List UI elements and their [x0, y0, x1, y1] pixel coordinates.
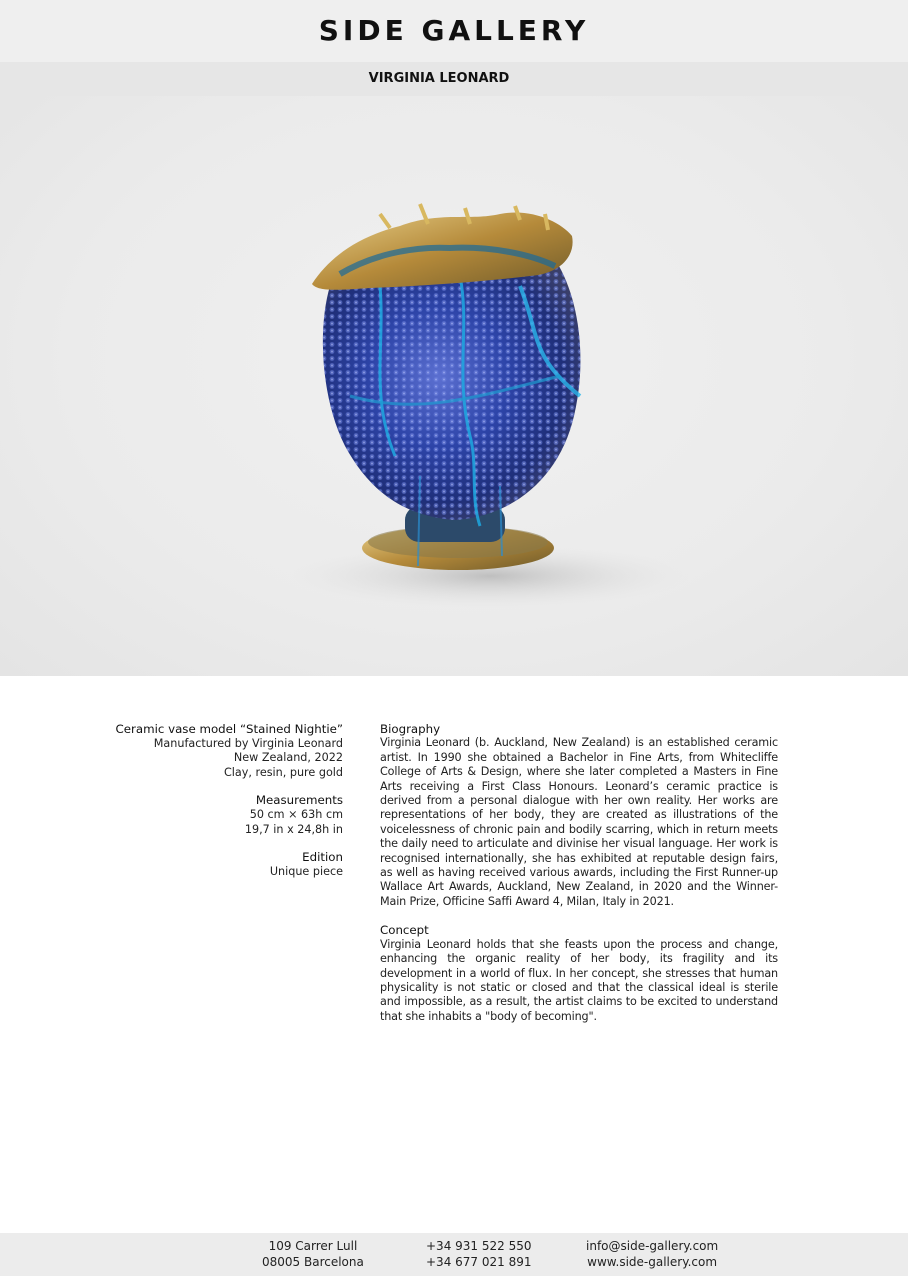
artwork-title: Ceramic vase model “Stained Nightie” — [115, 722, 343, 736]
phone-2[interactable]: +34 677 021 891 — [426, 1255, 532, 1269]
biography-text: Virginia Leonard (b. Auckland, New Zealand) is an established ceramic artist. In 1990 she obtained a Bachelor in Fine Arts, from Whitecliffe College of Arts & Design, where she later completed a Masters in Fine Arts receiving a First Class Honours. Leonard’s ceramic practice is derived from a personal dialogue with her own reality. Her works are representations of her body, they are created as illustrations of the voicelessness of chronic pain and bodily scarring, which in return meets the daily need to articulate and divinise her visual language. Her work is recognised internationally, she has exhibited at reputable design fairs, as well as having received various awards, including the First Runner-up Wallace Art Awards, Auckland, New Zealand, in 2020 and the Winner- Main Prize, Officine Saffi Award 4, Milan, Italy in 2021. — [380, 736, 778, 908]
concept-text: Virginia Leonard holds that she feasts upon the process and change, enhancing the organic reality of her body, its fragility and its development in a world of flux. In her concept, she stresses that human physicality is not static or closed and that the classical ideal is sterile and impossible, as a result, the artist claims to be excited to understand that she inhabits a "body of becoming". — [380, 937, 778, 1023]
footer-contact — [586, 1238, 718, 1270]
artwork-description — [380, 722, 778, 1024]
artwork-details — [100, 722, 343, 879]
website-link[interactable]: www.side-gallery.com — [587, 1255, 718, 1269]
address-line2: 08005 Barcelona — [262, 1255, 364, 1269]
edition-value: Unique piece — [269, 864, 343, 878]
footer-phones — [426, 1238, 531, 1270]
header — [0, 0, 908, 62]
measurements-cm: 50 cm × 63h cm — [249, 807, 343, 821]
measurements-label: Measurements — [255, 793, 343, 808]
email-link[interactable]: info@side-gallery.com — [586, 1239, 719, 1253]
artist-name: VIRGINIA LEONARD — [368, 71, 510, 86]
artist-bar — [0, 62, 908, 96]
edition-label: Edition — [302, 850, 343, 865]
phone-1[interactable]: +34 931 522 550 — [426, 1239, 532, 1253]
concept-heading: Concept — [380, 923, 429, 938]
manufacturer: Manufactured by Virginia Leonard — [153, 736, 343, 750]
gallery-brand: SIDE GALLERY — [318, 14, 590, 47]
vase-illustration — [0, 96, 908, 676]
address-line1: 109 Carrer Lull — [268, 1239, 358, 1253]
footer — [0, 1233, 908, 1276]
ceramic-vase-photo — [0, 96, 908, 676]
footer-address — [262, 1238, 364, 1270]
origin: New Zealand, 2022 — [233, 751, 343, 765]
biography-heading: Biography — [380, 722, 441, 736]
materials: Clay, resin, pure gold — [223, 765, 343, 779]
measurements-in: 19,7 in x 24,8h in — [244, 822, 343, 836]
